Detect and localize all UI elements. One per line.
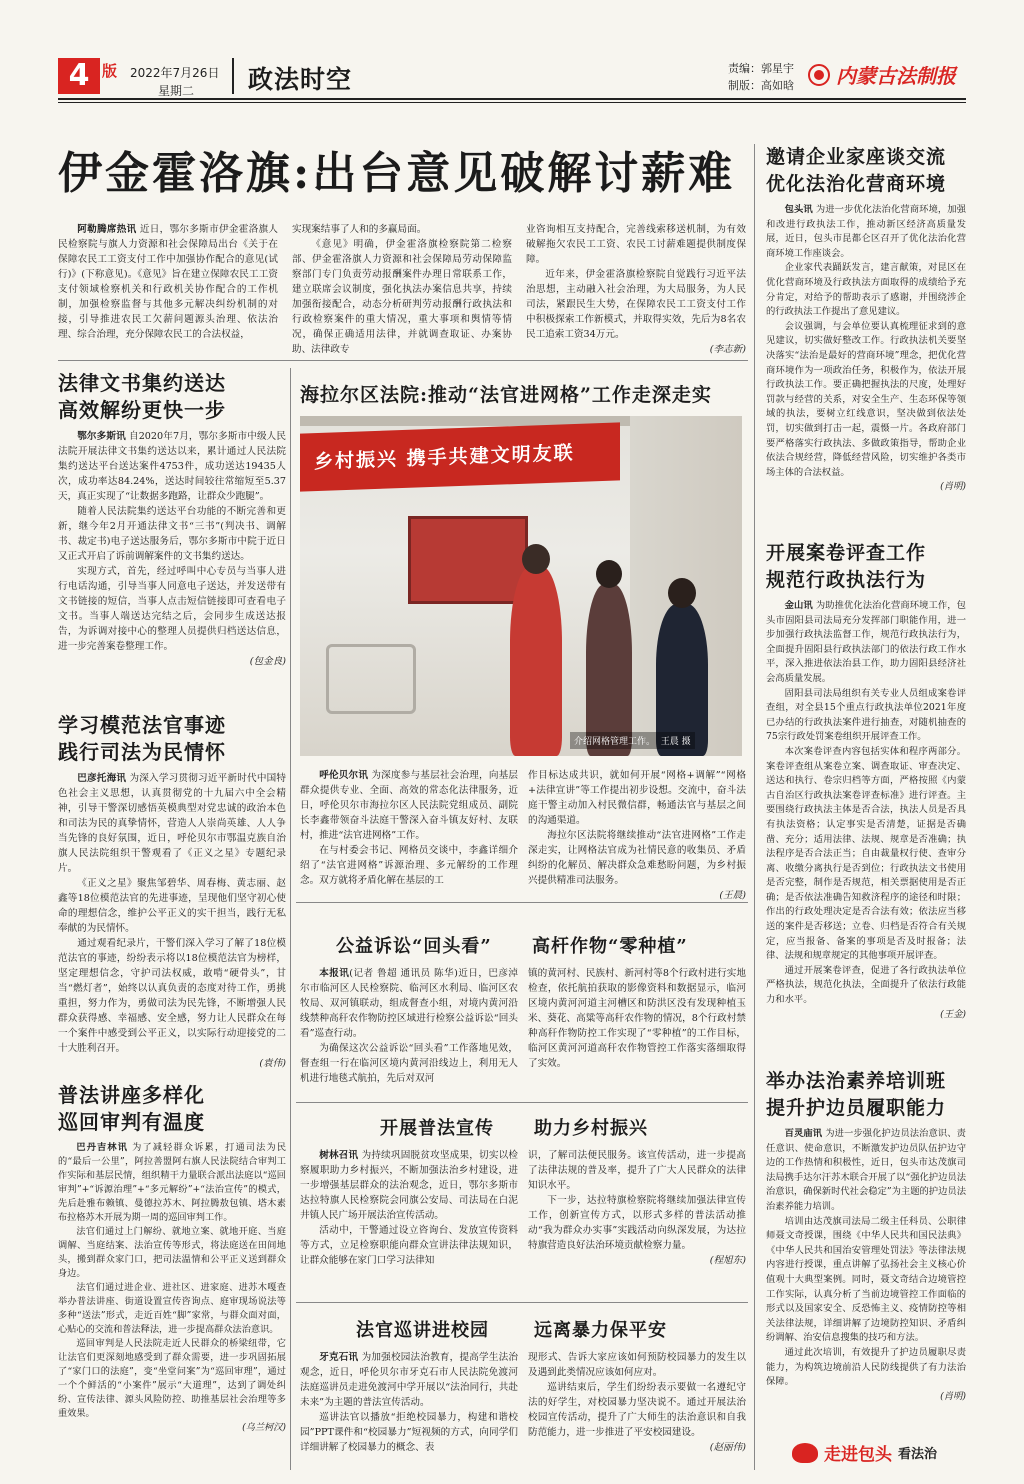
paragraph: 固阳县司法局组织有关专业人员组成案卷评查组，对全县15个重点行政执法单位2021年度已办结的行政执法案件进行抽查，对随机抽查的75宗行政处罚案卷组织开展评查工作。 (766, 687, 966, 743)
paper-emblem-icon (808, 64, 830, 86)
feature-article-col2 (528, 768, 746, 903)
brand-emblem-icon (792, 1443, 818, 1463)
paragraph (58, 1141, 286, 1225)
article-headline-line1: 邀请企业家座谈交流 (766, 146, 947, 168)
paragraph: 企业家代表踊跃发言，建言献策，对昆区在优化营商环境及行政执法方面取得的成绩给予充分肯定，对给予的帮助表示了感谢，并围绕涉企的行政执法工作提出了意见建议。 (766, 262, 966, 318)
editor-credits (728, 60, 794, 94)
paragraph (766, 203, 966, 261)
paragraph: 法官们通过进企业、进社区、进家庭、进苏木嘎查举办普法讲座、街道设置宣传咨询点、庭审现场说法等多种“送法”形式，走近百姓“脚”家常，与群众面对面，心贴心的交流和普法释法，进一步提高群众法治意识。 (58, 1282, 286, 1335)
byline: 百灵庙讯 (784, 1128, 823, 1139)
reporter-note: (记者 鲁超 通讯员 陈华) (349, 968, 458, 979)
author-signature: (肖明) (940, 1390, 966, 1402)
paragraph-text: 为深度参与基层社会治理，向基层群众提供专业、全面、高效的常态化法律服务，近日，呼伦贝尔市海拉尔区人民法院党组成员、副院长李鑫带领奋斗法庭干警深入奋斗镇友好村、友联村，推进“法官进网格”工作。 (300, 770, 518, 841)
lead-article-col3 (526, 222, 746, 357)
masthead-rule-thin (58, 102, 966, 103)
paragraph: 实现案结事了人和的多赢局面。 (292, 224, 427, 235)
footer-brand (792, 1440, 937, 1465)
photo-caption (570, 732, 695, 749)
paper-name: 内蒙古法制报 (836, 64, 956, 88)
photo-map-board (408, 516, 528, 604)
author-signature: (包金良) (249, 656, 286, 667)
paragraph: 为确保这次公益诉讼“回头看”工作落地见效，督查组一行在临河区境内黄河沿线边上，利用无人机进行地毯式航拍，先后对双河 (300, 1043, 518, 1084)
feature-photo (300, 416, 742, 756)
paragraph (766, 1127, 966, 1215)
author-signature: (肖明) (940, 481, 966, 493)
section-title: 政法时空 (248, 65, 353, 94)
masthead-rule (58, 98, 966, 100)
page-label: 版 (102, 62, 118, 80)
column-divider-right (754, 144, 755, 1470)
paragraph-text: 自2020年7月，鄂尔多斯市中级人民法院开展法律文书集约送达以来，累计通过人民法院集约送达平台送达案件4753件，成功送达19435人次，成功率达84.24%，送达时间较往常缩短至5.37天，真正实现了“让数据多跑路，让群众少跑腿”。 (58, 431, 286, 502)
article-document-delivery (58, 370, 286, 669)
brand-tag: 看法治 (898, 1447, 938, 1462)
article-headline: 法官巡讲进校园 (356, 1320, 489, 1341)
byline: 鄂尔多斯讯 (77, 431, 126, 442)
photo-person-red-shirt (510, 566, 562, 756)
article-headline: 助力乡村振兴 (534, 1118, 648, 1139)
paragraph: 现形式、告诉大家应该如何预防校园暴力的发生以及遇到此类情况应该如何应对。 (528, 1352, 746, 1378)
paragraph-text: 为了减轻群众诉累，打通司法为民的“最后一公里”，阿拉善盟阿右旗人民法院结合审判工作实际和基层民情，组织精干力量联合派出法庭以“巡回审判”+“诉源治理”+“多元解纷”+“法治宣传”的模式，先后赴雅布赖镇、曼德拉苏木、阿拉腾敖包镇、塔木素布拉格苏木开展为期一周的巡回审判工作。 (58, 1142, 287, 1223)
article-headline-line1: 法律文书集约送达 (58, 371, 226, 395)
photo-wall-banner: 乡村振兴 携手共建文明友联 (300, 422, 620, 491)
author-signature: (赵丽伟) (709, 1442, 746, 1453)
paragraph: 下一步，达拉特旗检察院将继续加强法律宣传工作，创新宣传方式，以形式多样的普法活动推动“我为群众办实事”实践活动向纵深发展，为达拉特旗营造良好法治环境贡献检察力量。 (528, 1195, 746, 1251)
byline: 巴丹吉林讯 (76, 1142, 129, 1153)
lead-article-col2 (292, 222, 512, 357)
paragraph-text: 为深入学习贯彻习近平新时代中国特色社会主义思想，认真贯彻党的十九届六中全会精神，引导干警深切感悟英模典型对党忠诚的政治本色和司法为民的真挚情怀，营造人人崇尚英雄、人人争当先锋的良好氛围，近日，呼伦贝尔市鄂温克族自治旗人民法院组织干警观看了《正义之星》专题纪录片。 (58, 773, 287, 874)
paragraph-text: 为进一步强化护边员法治意识、责任意识、使命意识，不断激发护边员队伍护边守边的工作热情和积极性，近日，包头市达茂旗司法局携手达尔汗苏木联合开展了以“强化护边员法治意识，确保新时代社会稳定”为主题的护边员法治素养能力培训。 (766, 1128, 966, 1212)
lead-headline: 伊金霍洛旗:出台意见破解讨薪难 (58, 148, 736, 199)
author-signature: (袁伟) (259, 1058, 286, 1069)
feature-article-col1 (300, 768, 518, 888)
article-case-review (766, 540, 966, 1022)
paragraph: 巡回审判是人民法院走近人民群众的桥梁纽带，它让法官们更深刻地感受到了群众需要，进一步巩固拓展了“家门口的法庭”，变“坐堂问案”为“巡回审理”，通过一个个鲜活的“小案件”展示“大道理”，达到了调处纠纷、宣传法律、源头风险防控、助推基层社会治理等多重效果。 (58, 1338, 286, 1419)
section-rule (296, 1102, 748, 1103)
photo-chair (326, 644, 416, 714)
brand-name: 走进包头 (824, 1445, 892, 1465)
author-signature: (王金) (940, 1008, 966, 1020)
paragraph: 实现方式，首先，经过呼叫中心专员与当事人进行电话沟通，引导当事人同意电子送达，并发送带有文书链接的短信，当事人点击短信链接即可查看电子文书。当事人端送达完结之后，会同步生成送达报告，为诉调对接中心的整理人员提供归档送达信息，进一步完善案卷整理工作。 (58, 566, 286, 652)
photo-person-head (522, 544, 550, 574)
photo-person-2 (586, 584, 632, 756)
article-headline-line1: 开展案卷评查工作 (766, 542, 927, 564)
article-col (300, 1148, 518, 1268)
article-headline-line2: 巡回审判有温度 (58, 1110, 205, 1134)
byline: 牙克石讯 (319, 1352, 359, 1363)
author-signature: (王晨) (719, 890, 746, 901)
article-border-guards (766, 1068, 966, 1404)
author-signature: (乌兰柯汉) (242, 1422, 286, 1433)
paragraph (58, 771, 286, 876)
paragraph-text: 为助推优化法治化营商环境工作，包头市固阳县司法局充分发挥部门职能作用，进一步加强行政执法监督工作，规范行政执法行为，全面提升固阳县行政执法部门的依法行政工作水平，深入推进依法治县工作，助力固阳县经济社会高质量发展。 (766, 600, 966, 684)
article-headline-line2: 提升护边员履职能力 (766, 1097, 947, 1119)
article-col (300, 966, 518, 1086)
photographer-credit: 王晨 摄 (660, 737, 691, 747)
article-headline-line2: 高效解纷更快一步 (58, 398, 226, 422)
caption-text: 介绍网格管理工作。 (574, 737, 656, 747)
byline: 阿勒腾席热讯 (77, 224, 137, 235)
paragraph: 通过此次培训，有效提升了护边员履职尽责能力，为构筑边境前沿人民防线提供了有力法治保障。 (766, 1346, 966, 1388)
paragraph (300, 1148, 518, 1223)
article-circuit-trial (58, 1082, 286, 1435)
paragraph: 海拉尔区法院将继续推动“法官进网格”工作走深走实，让网格法官成为社情民意的收集员、矛盾纠纷的化解员、解决群众急难愁盼问题，为乡村振兴提供精准司法服务。 (528, 830, 746, 886)
paragraph: 活动中，干警通过设立咨询台、发放宣传资料等方式，立足检察职能向群众宣讲法律法规知识，让群众能够在家门口学习法律知 (300, 1225, 518, 1266)
paragraph: 培训由达茂旗司法局二级主任科员、公职律师聂文奇授课，围绕《中华人民共和国民法典》《中华人民共和国治安管理处罚法》等法律法规内容进行授课，重点讲解了弘扬社会主义核心价值观十大典型案例。同时，聂文奇结合边境管控工作实际，认真分析了当前边境管控工作面临的形式以及国家安全、反恐怖主义、疫情防控等相关法律法规，详细讲解了边境防控知识、矛盾纠纷调解、治安信息搜集的技巧和方法。 (766, 1215, 966, 1344)
paragraph: 随着人民法院集约送达平台功能的不断完善和更新，继今年2月开通法律文书“三书”(判决书、调解书、裁定书)电子送达服务后，鄂尔多斯市中院于近日又正式开启了诉前调解案件的文书集约送达。 (58, 506, 286, 562)
article-col (528, 1148, 746, 1268)
paragraph (766, 599, 966, 687)
article-headline-line1: 学习模范法官事迹 (58, 713, 226, 737)
article-headline: 公益诉讼“回头看” (336, 936, 492, 957)
paragraph-text: 近日，鄂尔多斯市伊金霍洛旗人民检察院与旗人力资源和社会保障局出台《关于在保障农民工工资支付工作中加强协作配合的意见(试行)》(下称意见)。《意见》旨在建立保障农民工工资支付领域检察机关和行政机关协作配合的工作机制，加强检察监督与其他多元解决纠纷机制的对接，引导推进农民工欠薪问题源头治理、依法治理、综合治理，充分保障农民工的合法权益， (58, 224, 278, 340)
byline: 呼伦贝尔讯 (319, 770, 369, 781)
paragraph-text: 近日，巴彦淖尔市临河区人民检察院、临河区水利局、临河区农牧局、双河镇联动，组成督查小组，对境内黄河沿线禁种高秆农作物防控区域进行检察公益诉讼“回头看”巡查行动。 (300, 968, 519, 1039)
article-headline-line2: 优化法治化营商环境 (766, 173, 947, 195)
byline: 包头讯 (784, 204, 813, 215)
producer-name: 制版：高如晗 (728, 79, 794, 92)
photo-person-3-head (668, 578, 696, 608)
paragraph: 镇的黄河村、民族村、新河村等8个行政村进行实地检查，依托航拍获取的影像资料和数据显示，临河区境内黄河河道主河槽区和防洪区没有发现种植玉米、葵花、高粱等高秆农作物的情况，8个行政村禁种高秆作物防控工作实现了“零种植”的工作目标，临河区黄河河道高秆农作物管控工作落实落细取得了实效。 (528, 968, 746, 1069)
paragraph-text: 为进一步优化法治化营商环境，加强和改进行政执法工作，推动新区经济高质量发展，近日，包头市昆都仑区召开了优化法治化营商环境工作座谈会。 (766, 204, 966, 259)
page-number: 4 (58, 58, 100, 94)
feature-headline: 海拉尔区法院:推动“法官进网格”工作走深走实 (300, 384, 712, 406)
paragraph: 巡讲法官以播放“拒绝校园暴力，构建和谐校园”PPT课件和“校园暴力”短视频的方式，向同学们详细讲解了校园暴力的概念、表 (300, 1412, 518, 1453)
paragraph: 通过开展案卷评查，促进了各行政执法单位严格执法，规范化执法，全面提升了依法行政能力和水平。 (766, 964, 966, 1006)
paragraph: 《正义之星》聚焦邹碧华、周春梅、黄志丽、赵鑫等18位模范法官的先进事迹，呈现他们坚守初心使命的理想信念，维护公平正义的实干担当，践行无私奉献的为民情怀。 (58, 878, 286, 934)
paragraph (300, 1350, 518, 1410)
paragraph: 近年来，伊金霍洛旗检察院自觉践行习近平法治思想，主动融入社会治理，为大局服务，为人民司法，紧跟民生大势，在保障农民工工资支付工作中积极探索工作新模式，并取得实效，先后为8名农民工追索工资34万元。 (526, 269, 746, 340)
byline: 巴彦托海讯 (77, 773, 127, 784)
article-headline: 开展普法宣传 (380, 1118, 494, 1139)
article-headline: 远离暴力保平安 (534, 1320, 667, 1341)
paragraph (300, 966, 518, 1041)
paragraph: 识，了解司法便民服务。该宣传活动，进一步提高了法律法规的普及率，提升了广大人民群众的法律知识水平。 (528, 1150, 746, 1191)
article-headline: 高杆作物“零种植” (532, 936, 688, 957)
paragraph: 会议强调，与会单位要认真梳理征求到的意见建议，切实做好整改工作。行政执法机关要坚决落实“法治是最好的营商环境”理念，把优化营商环境作为一项政治任务，积极作为，依法开展行政执法工作。要正确把握执法的尺度，处理好罚款与经营的关系，对安全生产、生态环保等领域的执法，要树立红线意识，坚决做到依法处罚，切实做到打击一起，震慑一片。各政府部门要严格落实行政执法、多做政策指导，帮助企业依法合规经营，降低经营风险，切实维护各类市场主体的合法权益。 (766, 320, 966, 478)
author-signature: (程旭东) (709, 1255, 746, 1266)
section-rule (296, 902, 748, 903)
paragraph: 巡讲结束后，学生们纷纷表示要做一名遵纪守法的好学生，对校园暴力坚决说不。通过开展法治校园宣传活动，提升了广大师生的法治意识和自我防范能力，进一步推进了平安校园建设。 (528, 1382, 746, 1438)
article-headline-line2: 践行司法为民情怀 (58, 740, 226, 764)
byline: 树林召讯 (319, 1150, 359, 1161)
author-signature: (李志新) (709, 344, 746, 355)
paragraph (300, 768, 518, 843)
issue-weekday: 星期二 (158, 84, 195, 98)
paragraph-text: 为加强校园法治教育，提高学生法治观念，近日，呼伦贝尔市牙克石市人民法院免渡河法庭巡讲员走进免渡河中学开展以“法治同行，共赴未来”为主题的普法宣传活动。 (300, 1352, 518, 1408)
article-headline-line2: 规范行政执法行为 (766, 569, 927, 591)
paragraph (58, 222, 278, 342)
paragraph: 作目标达成共识，就如何开展“网格+调解”“网格+法律宣讲”等工作提出初步设想。交流中，奋斗法庭干警主动加入村民微信群，畅通法官与基层之间的沟通渠道。 (528, 770, 746, 826)
paragraph: 本次案卷评查内容包括实体和程序两部分。案卷评查组从案卷立案、调查取证、审查决定、送达和执行、卷宗归档等方面，严格按照《内蒙古自治区行政执法案卷评查标准》进行评查。主要围绕行政执法主体是否合法，执法人员是否具有执法资格；认定事实是否清楚，证据是否确凿、充分；适用法律、法规、规章是否准确；执法程序是否合法正当；自由裁量权行使、查审分离、收缴分离执行是否到位；行政执法文书使用是否完整，制作是否规范，相关票据使用是否正确；是否依法准确告知救济程序的途径和时限；作出的行政处理决定是否合法有效；依法应当移送的案件是否移送；立卷、归档是否符合有关规定，应当报备、备案的事项是否及时报备；法律、法规和规章规定的其他事项开展评查。 (766, 745, 966, 962)
paragraph: 通过观看纪录片，干警们深入学习了解了18位模范法官的事迹，纷纷表示将以18位模范法官为榜样，坚定理想信念，守护司法权威，敢啃“硬骨头”，甘当“燃灯者”，始终以认真负责的态度对待工作，勇挑重担，努力作为，勇做司法为民先锋，不断增强人民群众获得感、幸福感、安全感，努力让人民群众在每一个案件中感受到公平正义，以实际行动迎接党的二十大胜利召开。 (58, 938, 286, 1054)
paragraph: 业咨询相互支持配合，完善线索移送机制，为有效破解拖欠农民工工资、农民工讨薪难题提供制度保障。 (526, 224, 746, 265)
masthead-divider (232, 58, 234, 94)
column-divider-left (290, 368, 291, 1470)
article-col (528, 1350, 746, 1455)
issue-date: 2022年7月26日 (130, 66, 220, 80)
article-col (300, 1350, 518, 1455)
article-headline-line1: 普法讲座多样化 (58, 1083, 205, 1107)
byline: 金山讯 (784, 600, 813, 611)
paragraph-text: 为持续巩固脱贫攻坚成果，切实以检察履职助力乡村振兴，不断加强法治乡村建设，进一步增强基层群众的法治观念，近日，鄂尔多斯市达拉特旗人民检察院会同旗公安局、司法局在白泥井镇人民广场开展法治宣传活动。 (300, 1150, 518, 1221)
article-col (528, 966, 746, 1071)
article-headline-line1: 举办法治素养培训班 (766, 1070, 947, 1092)
article-business-environment (766, 144, 966, 495)
lead-article-col1 (58, 222, 278, 342)
article-model-judges (58, 712, 286, 1071)
paragraph: 在与村委会书记、网格员交谈中，李鑫详细介绍了“法官进网格”诉源治理、多元解纷的工作理念。双方就将矛盾化解在基层的工 (300, 845, 518, 886)
byline: 本报讯 (319, 968, 350, 979)
paragraph: 法官们通过上门解纷、就地立案、就地开庭、当庭调解、当庭结案、法治宣传等形式，将法庭送在田间地头，搬到群众家门口，把司法温情和公平正义送到群众身边。 (58, 1226, 286, 1279)
paragraph (58, 429, 286, 504)
photo-person-2-head (596, 560, 622, 588)
editor-name: 责编：郭星宇 (728, 62, 794, 75)
lead-bottom-rule (58, 360, 748, 361)
paper-logo (808, 60, 956, 89)
section-rule (296, 1302, 748, 1303)
paragraph: 《意见》明确，伊金霍洛旗检察院第二检察部、伊金霍洛旗人力资源和社会保障局劳动保障监察部门专门负责劳动报酬案件办理日常联系工作，建立联席会议制度，强化执法办案信息共享，持续加强衔接配合，动态分析研判劳动报酬行政执法和行政检察案件的重大情况，重大事项和舆情等情况，确保正确适用法律，并就调查取证、办案协助、法律政专 (292, 239, 512, 355)
